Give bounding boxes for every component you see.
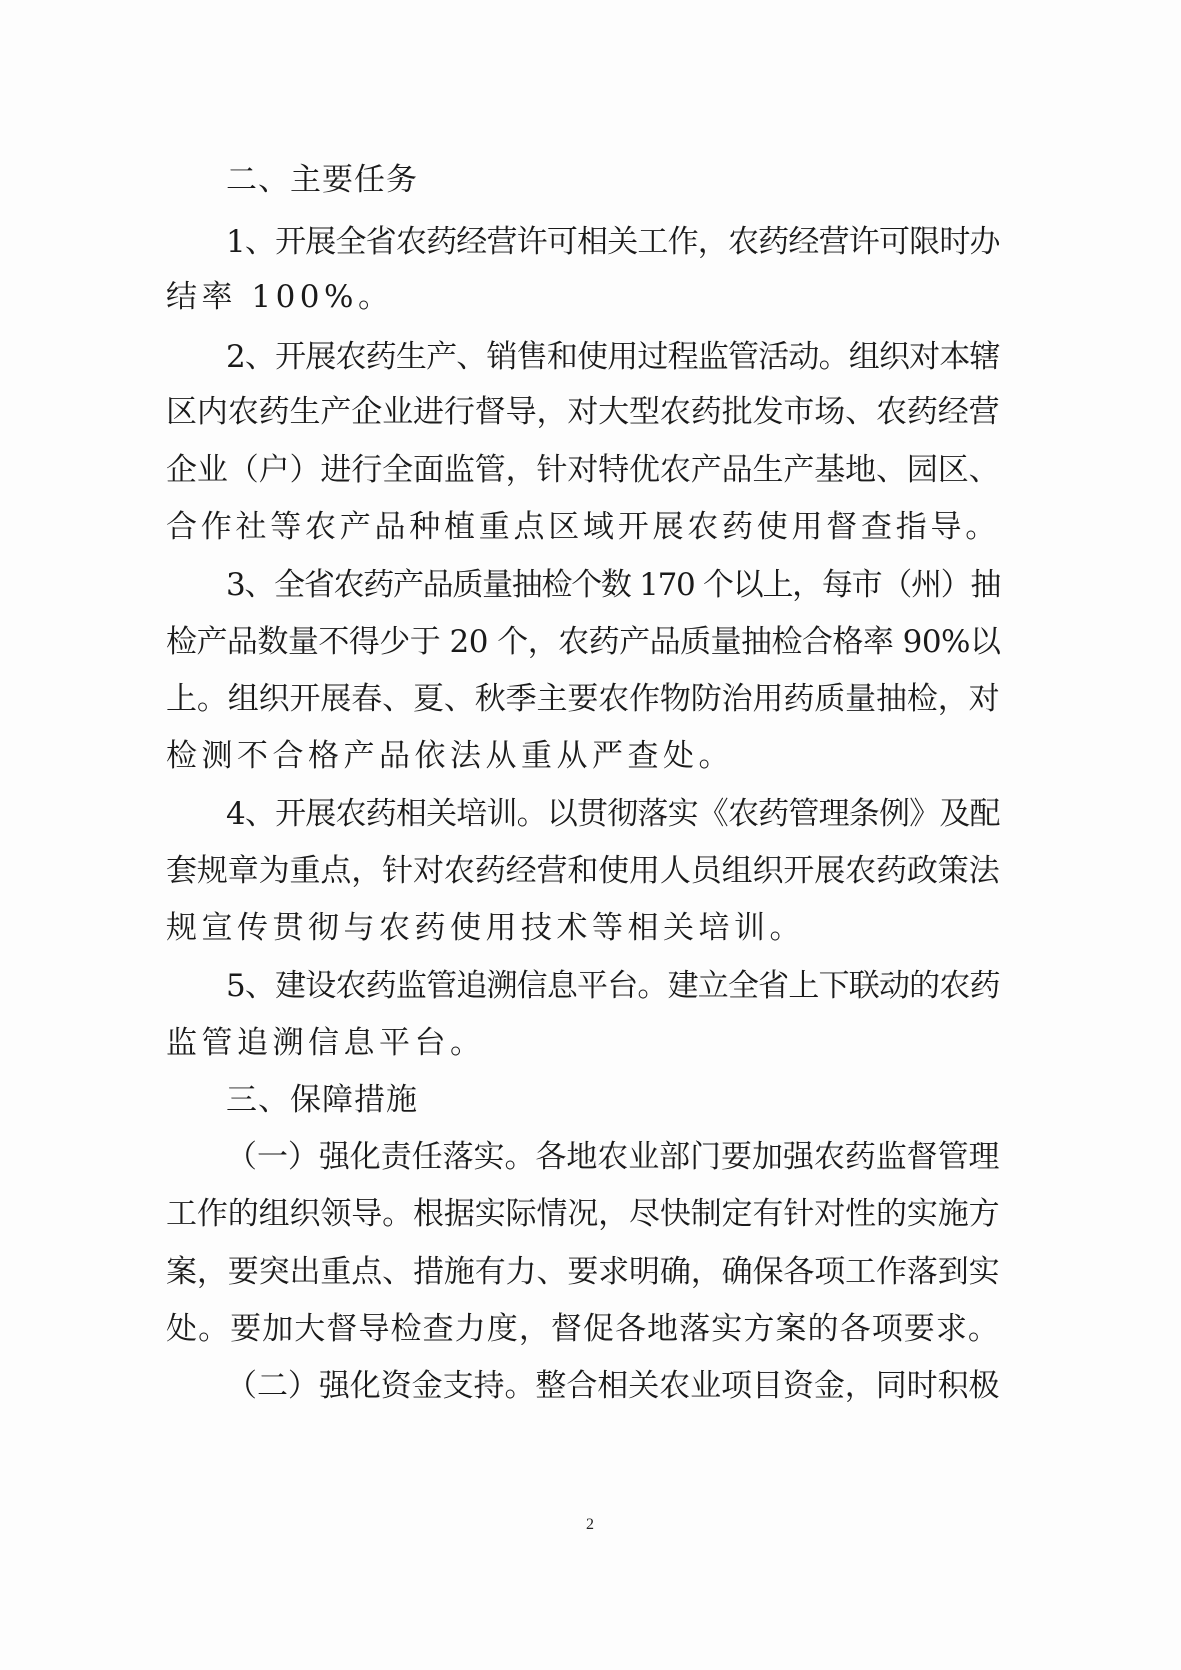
paragraph-line: 案，要突出重点、措施有力、要求明确，确保各项工作落到实 (166, 1254, 1000, 1290)
paragraph-line: 上。组织开展春、夏、秋季主要农作物防治用药质量抽检，对 (166, 681, 1000, 717)
paragraph-line: 处。要加大督导检查力度，督促各地落实方案的各项要求。 (166, 1311, 1000, 1347)
paragraph-line: （二）强化资金支持。整合相关农业项目资金，同时积极 (226, 1368, 1000, 1404)
paragraph-line: 1、开展全省农药经营许可相关工作，农药经营许可限时办 (226, 224, 1000, 260)
paragraph-line: 检产品数量不得少于 20 个，农药产品质量抽检合格率 90%以 (166, 624, 1001, 660)
paragraph-line: 区内农药生产企业进行督导，对大型农药批发市场、农药经营 (166, 394, 1000, 430)
paragraph-line: 4、开展农药相关培训。以贯彻落实《农药管理条例》及配 (226, 796, 1000, 832)
paragraph-line: 5、建设农药监管追溯信息平台。建立全省上下联动的农药 (226, 968, 1000, 1004)
paragraph-line: 合作社等农产品种植重点区域开展农药使用督查指导。 (166, 509, 1000, 545)
page-number: 2 (586, 1516, 594, 1533)
paragraph-line: 检测不合格产品依法从重从严查处。 (166, 738, 734, 774)
paragraph-line: 2、开展农药生产、销售和使用过程监管活动。组织对本辖 (226, 339, 1000, 375)
paragraph-line: 套规章为重点，针对农药经营和使用人员组织开展农药政策法 (166, 853, 1000, 889)
paragraph-line: 监管追溯信息平台。 (166, 1025, 486, 1061)
paragraph-line: 结率 100%。 (166, 279, 394, 315)
paragraph-line: 规宣传贯彻与农药使用技术等相关培训。 (166, 910, 805, 946)
section-heading-safeguards: 三、保障措施 (226, 1082, 418, 1118)
paragraph-line: 工作的组织领导。根据实际情况，尽快制定有针对性的实施方 (166, 1196, 1000, 1232)
paragraph-line: 3、全省农药产品质量抽检个数 170 个以上，每市（州）抽 (226, 567, 1001, 603)
paragraph-line: 企业（户）进行全面监管，针对特优农产品生产基地、园区、 (166, 452, 1000, 488)
paragraph-line: （一）强化责任落实。各地农业部门要加强农药监督管理 (226, 1139, 1000, 1175)
section-heading-main-tasks: 二、主要任务 (226, 162, 418, 198)
